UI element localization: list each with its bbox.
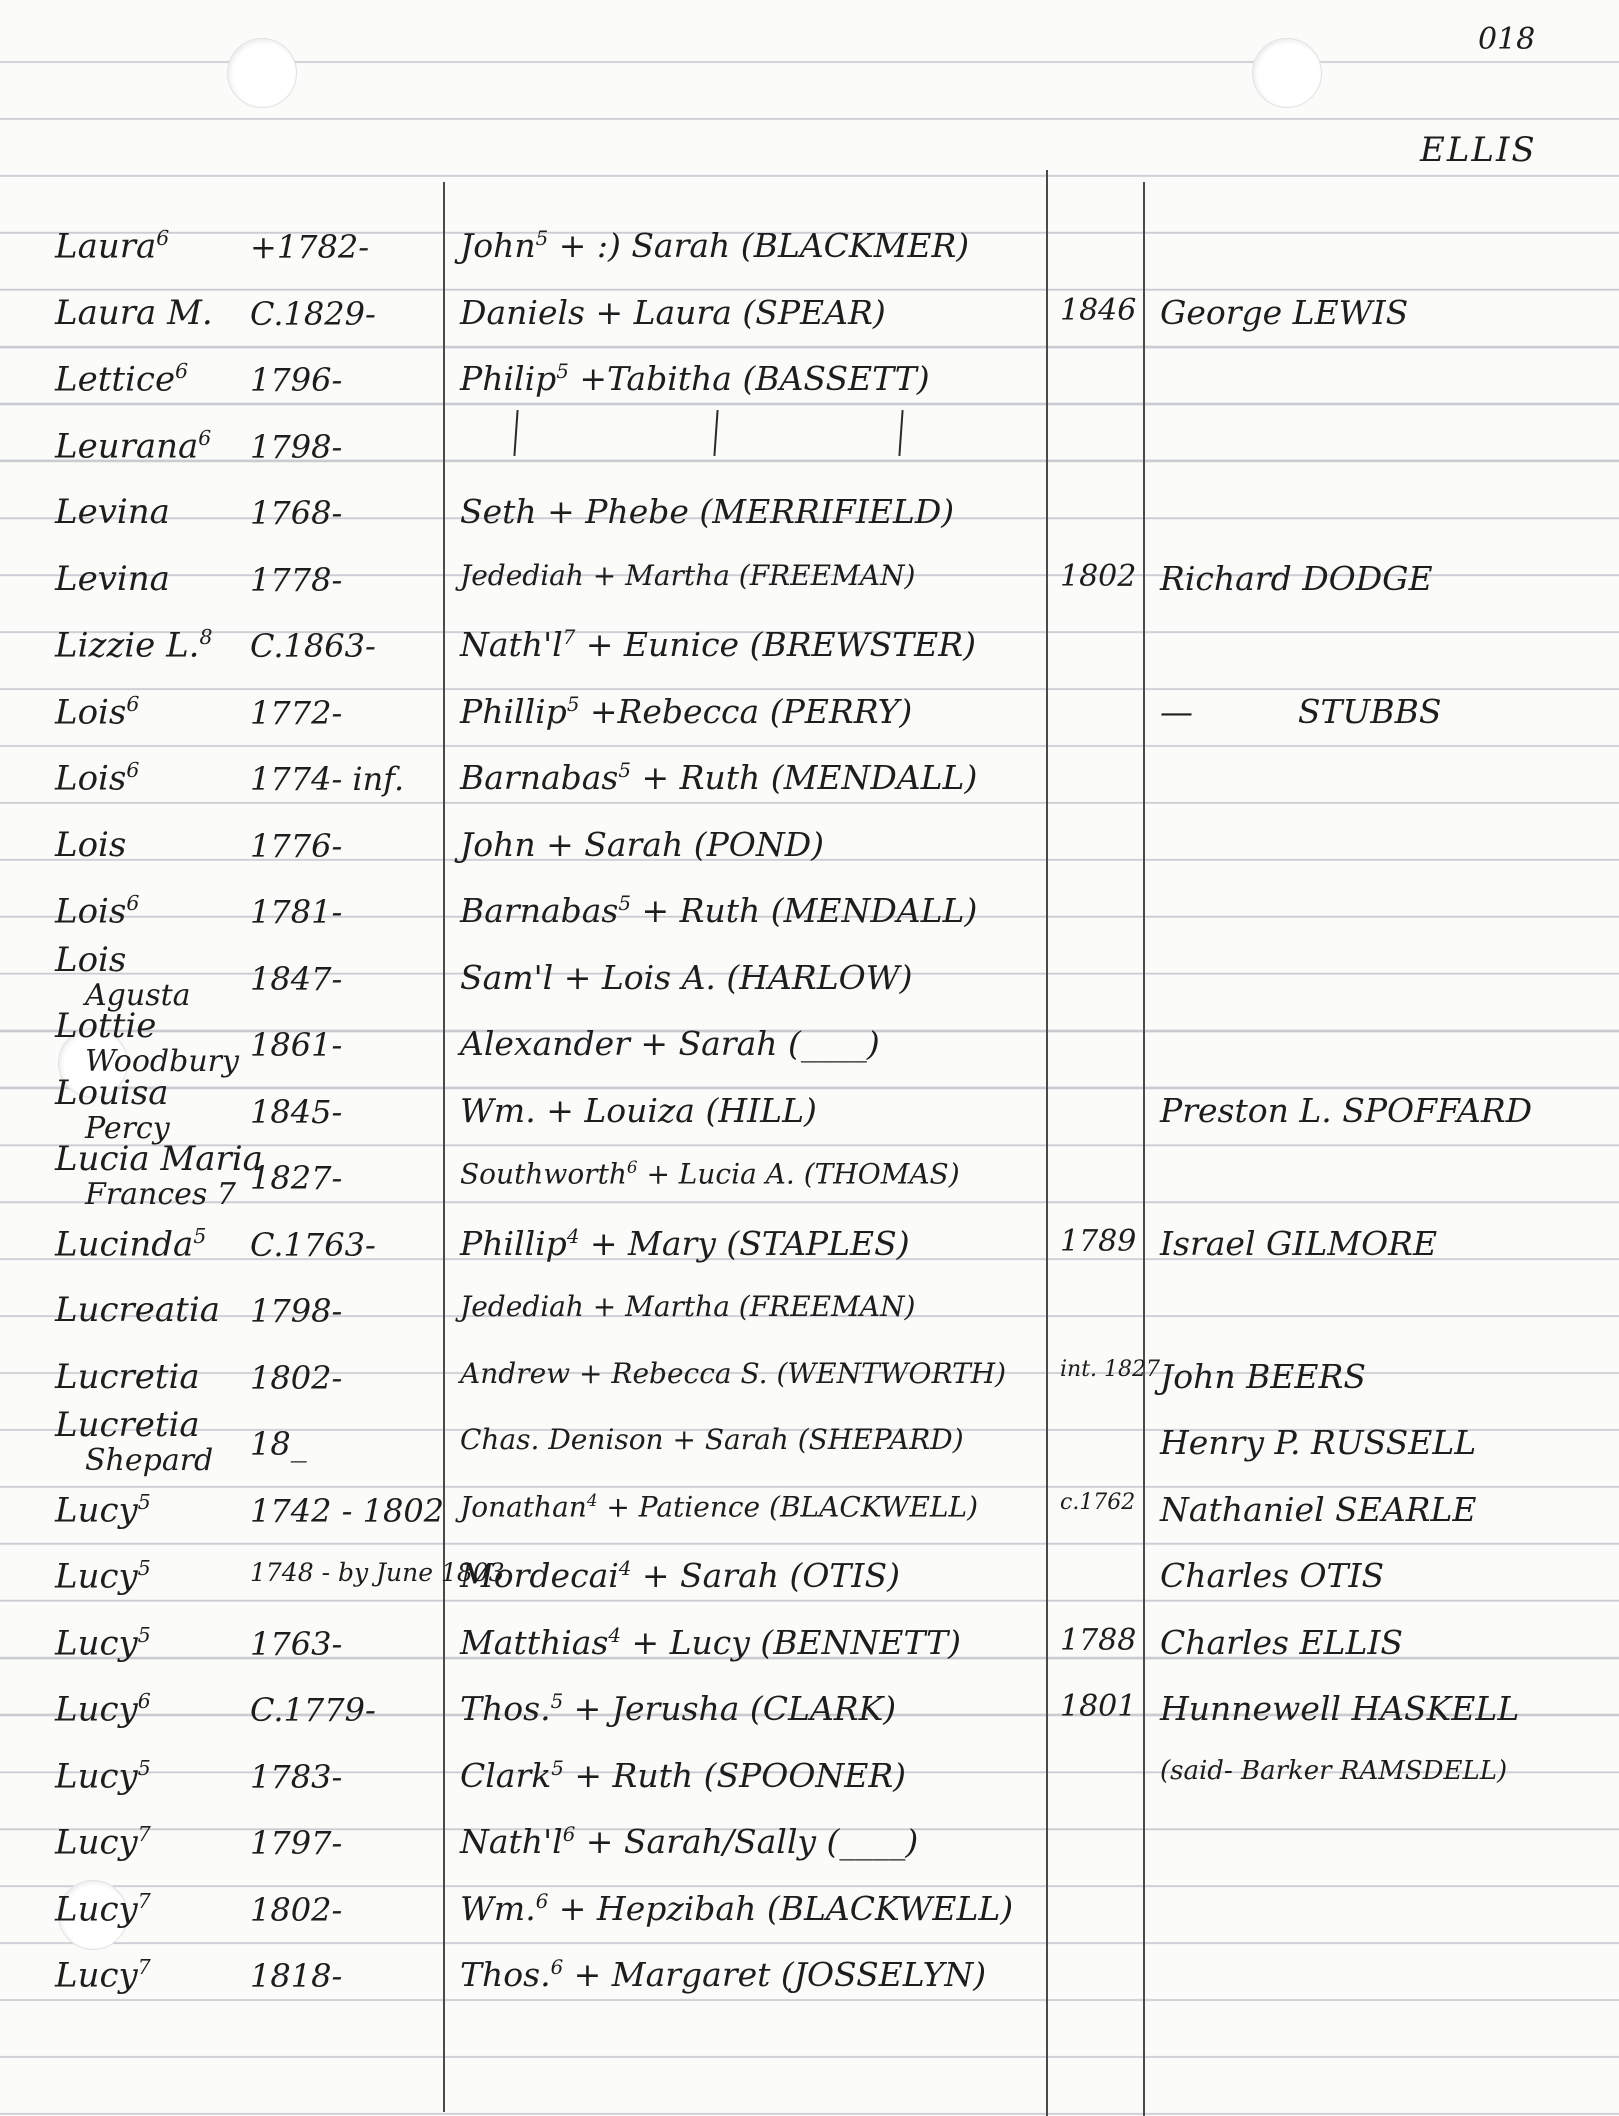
entry-parents-rest: + Ruth (MENDALL) [630, 891, 978, 930]
entry-given-name-text: Lucy [55, 1888, 138, 1929]
entry-birth-year: 1796- [250, 361, 343, 399]
entry-birth-year: C.1863- [250, 627, 376, 665]
entry-birth-year: C.1763- [250, 1225, 376, 1264]
entry-spouse: — STUBBS [1160, 691, 1442, 731]
entry-row [0, 1006, 1619, 1088]
entry-birth-year: 1768- [250, 494, 343, 532]
entry-given-name-text: Lucy [55, 1622, 138, 1663]
entry-given-name [55, 226, 169, 266]
entry-row [0, 289, 1619, 357]
entry-given-name-text: Lucy [55, 1955, 138, 1996]
entry-parent-generation: 6 [562, 1823, 576, 1846]
entry-parent-generation: 4 [608, 1623, 621, 1647]
entry-birth-year: 1845- [250, 1092, 343, 1131]
entry-parents-text: Wm. [460, 1888, 536, 1928]
entry-parents-rest: + Jerusha (CLARK) [563, 1689, 897, 1728]
entry-parents [460, 492, 954, 531]
entry-generation-number: 8 [199, 625, 213, 649]
entry-spouse: Charles OTIS [1160, 1556, 1385, 1595]
entry-marriage-year: 1802 [1060, 558, 1137, 594]
entry-parents-text: Mordecai [460, 1556, 619, 1595]
entry-given-name [55, 1405, 213, 1477]
entry-given-name [55, 1623, 151, 1663]
entry-parents-text: Thos. [460, 1689, 551, 1728]
entry-given-name-text: Lucy [55, 1755, 138, 1796]
entry-parents [460, 1224, 910, 1263]
entry-parents [460, 359, 930, 398]
entry-parents-text: Nath'l [460, 625, 563, 664]
entry-marriage-year: 1788 [1060, 1622, 1137, 1658]
entry-parents-text: Wm. + Louiza (HILL) [460, 1090, 817, 1130]
entry-marriage-year: 1846 [1060, 292, 1137, 328]
entry-given-name [55, 940, 191, 1012]
entry-given-name [55, 1290, 220, 1330]
entry-parent-generation: 4 [566, 1224, 580, 1248]
entry-parents-text: John [460, 226, 536, 265]
entry-birth-year: 1774- inf. [250, 760, 405, 798]
entry-parents-text: Barnabas [460, 758, 619, 797]
entry-parents-text: Sam'l + Lois A. (HARLOW) [460, 957, 913, 997]
entry-parents-text: Jedediah + Martha (FREEMAN) [460, 558, 916, 592]
entry-generation-number: 6 [137, 1689, 151, 1713]
entry-birth-year: 1797- [250, 1824, 343, 1862]
entry-spouse: Richard DODGE [1160, 558, 1433, 598]
entry-row [0, 688, 1619, 756]
entry-row [0, 939, 1619, 1022]
entry-given-name [55, 1556, 151, 1596]
entry-parents-text: Thos. [460, 1955, 551, 1994]
entry-parents-text: Daniels + Laura (SPEAR) [460, 292, 886, 332]
entry-spouse: (said- Barker RAMSDELL) [1160, 1755, 1508, 1786]
entry-given-name [55, 1490, 151, 1530]
entry-given-name [55, 891, 139, 931]
entry-given-name [55, 1357, 200, 1397]
entry-given-name-text: Levina [55, 558, 170, 599]
entry-given-name [55, 1224, 206, 1264]
entry-parents [460, 825, 824, 864]
entry-parents-text: Andrew + Rebecca S. (WENTWORTH) [460, 1356, 1007, 1390]
entry-parent-generation: 5 [618, 759, 631, 782]
entry-given-name [55, 1955, 151, 1995]
entry-marriage-year: c.1762 [1060, 1489, 1136, 1515]
entry-parent-generation: 7 [562, 626, 576, 649]
entry-parents [460, 692, 912, 731]
entry-generation-number: 6 [126, 891, 140, 915]
punch-hole-top-right [1252, 38, 1322, 108]
entry-row [0, 555, 1619, 623]
entry-marriage-year: int. 1827 [1060, 1356, 1161, 1382]
entry-parents-rest: + Patience (BLACKWELL) [597, 1489, 979, 1523]
entry-generation-number: 6 [198, 425, 212, 450]
entry-birth-year: 1798- [250, 427, 343, 466]
entry-given-name [55, 359, 188, 399]
entry-marriage-year: 1801 [1060, 1689, 1137, 1724]
entry-given-name-line2: Agusta [85, 977, 191, 1013]
entry-parents-rest: + Lucia A. (THOMAS) [637, 1157, 960, 1191]
entry-parents-rest: + :) Sarah (BLACKMER) [548, 226, 970, 265]
entry-given-name [55, 559, 170, 599]
entry-row [0, 222, 1619, 290]
entry-given-name-text: Lois [55, 891, 127, 932]
entry-parent-generation: 4 [618, 1557, 632, 1580]
entry-parents [460, 1157, 960, 1190]
entry-parents-text: Nath'l [460, 1822, 563, 1861]
punch-hole-top-left [227, 38, 297, 108]
entry-parents-rest: +Rebecca (PERRY) [579, 691, 913, 731]
entry-row [0, 1818, 1619, 1886]
entry-parents [460, 1689, 896, 1728]
entry-spouse: Israel GILMORE [1160, 1223, 1438, 1263]
entry-parents [460, 1091, 817, 1130]
entry-row [0, 754, 1619, 822]
entry-parents-rest: + Eunice (BREWSTER) [575, 625, 976, 664]
entry-birth-year: 1783- [250, 1757, 343, 1796]
entry-row [0, 1885, 1619, 1953]
entry-parents-rest: + Margaret (JOSSELYN) [563, 1955, 987, 1994]
entry-birth-year: 1748 - by June 1803 [250, 1558, 505, 1587]
entry-parent-generation: 5 [550, 1690, 564, 1713]
entry-row [0, 355, 1619, 423]
entry-generation-number: 7 [137, 1888, 151, 1913]
entry-row [0, 1486, 1619, 1554]
entry-parents [460, 1490, 978, 1523]
entry-parents-rest: + Sarah/Sally (____) [575, 1822, 919, 1861]
entry-parents-text: Phillip [460, 691, 567, 731]
entry-given-name-text: Lucreatia [55, 1290, 220, 1330]
entry-row [0, 621, 1619, 689]
entry-parents [460, 1822, 918, 1861]
entry-row [0, 821, 1619, 889]
entry-given-name [55, 1006, 239, 1078]
entry-given-name [55, 492, 170, 532]
entry-birth-year: C.1829- [250, 294, 376, 333]
entry-spouse: Hunnewell HASKELL [1160, 1689, 1520, 1728]
entry-generation-number: 5 [137, 1755, 151, 1780]
entry-given-name [55, 758, 139, 798]
entry-birth-year: 1847- [250, 959, 343, 998]
entry-row [0, 1405, 1619, 1487]
entry-parents-rest: + Lucy (BENNETT) [621, 1622, 961, 1662]
entry-given-name-line2: Shepard [85, 1443, 214, 1478]
entry-birth-year: 1818- [250, 1957, 343, 1995]
entry-row [0, 1286, 1619, 1354]
entry-parents [460, 1024, 880, 1063]
entry-parents [460, 758, 977, 797]
entry-given-name-text: Lizzie L. [55, 625, 200, 666]
entry-parents-text: Jonathan [460, 1489, 587, 1523]
entry-birth-year: 1778- [250, 560, 343, 599]
entry-row [0, 887, 1619, 955]
entry-spouse: John BEERS [1160, 1356, 1366, 1396]
entry-parents [460, 1756, 906, 1795]
entry-parents-rest: + Sarah (OTIS) [631, 1556, 900, 1595]
entry-birth-year: 1798- [250, 1292, 343, 1330]
entry-parents-text: Clark [460, 1755, 552, 1795]
entry-parent-generation: 5 [535, 227, 549, 250]
entry-parent-generation: 6 [626, 1157, 638, 1177]
entry-given-name [55, 1756, 151, 1796]
entry-given-name [55, 692, 139, 732]
entry-generation-number: 5 [137, 1489, 151, 1514]
surname-header: ELLIS [1420, 130, 1537, 170]
entry-birth-year: 1802- [250, 1890, 343, 1929]
entry-given-name-text: Lottie [55, 1006, 157, 1046]
entry-birth-year: 1861- [250, 1026, 343, 1064]
entry-row [0, 1139, 1619, 1221]
entry-given-name-text: Lois [55, 758, 127, 799]
entry-spouse: George LEWIS [1160, 292, 1409, 332]
entry-birth-year: 18_ [250, 1425, 307, 1463]
entry-given-name-text: Lettice [55, 359, 176, 400]
entry-generation-number: 7 [137, 1822, 151, 1846]
entry-spouse: Charles ELLIS [1160, 1622, 1404, 1662]
entry-parents-rest: + Hepzibah (BLACKWELL) [548, 1888, 1014, 1928]
entry-parents [460, 1623, 961, 1662]
entry-birth-year: 1776- [250, 826, 343, 865]
entry-given-name [55, 1073, 170, 1145]
entry-parents-rest: + Ruth (MENDALL) [630, 758, 978, 797]
entry-parents-text: Alexander + Sarah (____) [460, 1024, 880, 1063]
entry-given-name-text: Lucia Maria [55, 1139, 263, 1179]
entry-given-name-line2: Woodbury [85, 1044, 239, 1079]
entry-parents-rest: + Ruth (SPOONER) [563, 1755, 907, 1795]
entry-generation-number: 5 [137, 1622, 151, 1647]
entry-given-name-text: Lucinda [55, 1223, 194, 1264]
entry-parents [460, 293, 886, 332]
entry-parents-text: Jedediah + Martha (FREEMAN) [460, 1290, 916, 1323]
page-number: 018 [1478, 22, 1536, 57]
entry-generation-number: 6 [156, 226, 170, 250]
entry-parent-generation: 6 [535, 1889, 549, 1913]
entry-given-name-text: Levina [55, 492, 170, 532]
entry-given-name-text: Lucy [55, 1822, 138, 1863]
entry-given-name [55, 1139, 263, 1211]
entry-row [0, 1951, 1619, 2019]
entry-row [0, 1619, 1619, 1687]
entry-generation-number: 6 [175, 359, 189, 383]
entry-parents-text: John + Sarah (POND) [460, 824, 825, 864]
entry-parents-text: Phillip [460, 1223, 567, 1263]
entry-birth-year: 1742 - 1802 [250, 1491, 445, 1530]
entry-given-name-text: Laura [55, 226, 157, 267]
entry-generation-number: 5 [137, 1556, 151, 1580]
entry-given-name-text: Laura M. [55, 292, 213, 333]
entry-given-name [55, 625, 212, 665]
entry-parents-rest: + Mary (STAPLES) [579, 1223, 910, 1263]
entry-row [0, 1552, 1619, 1620]
entry-parents-text: Seth + Phebe (MERRIFIELD) [460, 492, 955, 531]
entry-parents [460, 958, 913, 997]
entry-given-name [55, 1889, 151, 1929]
entry-parent-generation: 5 [556, 360, 569, 383]
entry-parents [460, 1290, 915, 1323]
entry-parents-text: Barnabas [460, 891, 619, 930]
entry-spouse: Nathaniel SEARLE [1160, 1489, 1477, 1529]
entry-parents-text: Matthias [460, 1622, 609, 1662]
entry-spouse: Preston L. SPOFFARD [1160, 1090, 1533, 1130]
entry-birth-year: 1763- [250, 1624, 343, 1663]
entry-generation-number: 5 [193, 1223, 207, 1248]
entry-birth-year: 1827- [250, 1159, 343, 1197]
entry-given-name-text: Louisa [55, 1072, 169, 1113]
entry-parents [460, 1357, 1006, 1390]
entry-spouse: Henry P. RUSSELL [1160, 1423, 1477, 1462]
entry-parents [460, 1556, 900, 1595]
entry-parents [460, 1955, 986, 1994]
entry-generation-number: 6 [126, 691, 140, 716]
entry-given-name-line2: Frances 7 [85, 1177, 236, 1212]
entry-parent-generation: 5 [618, 892, 631, 915]
entry-parents-text: Southworth [460, 1157, 627, 1191]
entry-parent-generation: 6 [550, 1956, 564, 1979]
entry-given-name-text: Lois [55, 939, 127, 980]
entry-parents [460, 1889, 1013, 1928]
entry-parents-rest: +Tabitha (BASSETT) [568, 359, 930, 398]
entry-row [0, 1685, 1619, 1753]
entry-parent-generation: 4 [586, 1489, 598, 1510]
entry-birth-year: +1782- [250, 228, 370, 266]
entry-parents [460, 625, 976, 664]
entry-row [0, 1353, 1619, 1421]
entry-row [0, 488, 1619, 556]
entry-parents [460, 559, 915, 592]
entry-birth-year: 1781- [250, 893, 343, 931]
entry-parents [460, 226, 969, 265]
entry-parent-generation: 5 [551, 1756, 564, 1780]
entry-generation-number: 6 [126, 758, 140, 782]
entry-parents [460, 1423, 964, 1456]
entry-given-name [55, 1822, 151, 1862]
entry-given-name [55, 293, 213, 333]
entry-given-name-text: Lucy [55, 1689, 138, 1730]
entry-generation-number: 7 [137, 1955, 151, 1979]
entry-given-name [55, 825, 126, 865]
entry-given-name [55, 426, 211, 466]
entry-given-name-text: Lois [55, 691, 127, 732]
entry-row [0, 422, 1619, 490]
entry-birth-year: 1772- [250, 693, 343, 732]
entry-marriage-year: 1789 [1060, 1223, 1137, 1259]
entry-given-name-line2: Percy [85, 1110, 170, 1146]
entry-given-name-text: Lois [55, 824, 127, 865]
entry-birth-year: 1802- [250, 1358, 343, 1397]
entry-parents-text: Chas. Denison + Sarah (SHEPARD) [460, 1423, 964, 1456]
entry-given-name-text: Lucretia [55, 1405, 200, 1445]
entry-given-name-text: Lucretia [55, 1356, 200, 1397]
entry-row [0, 1752, 1619, 1820]
entry-row [0, 1220, 1619, 1288]
entry-given-name [55, 1689, 151, 1729]
entry-given-name-text: Lucy [55, 1489, 138, 1530]
entry-given-name-text: Leurana [55, 425, 199, 466]
entry-parents-text: Philip [460, 359, 557, 398]
entry-parent-generation: 5 [566, 692, 580, 716]
entry-given-name-text: Lucy [55, 1556, 138, 1597]
entry-birth-year: C.1779- [250, 1691, 376, 1729]
entry-parents [460, 891, 977, 930]
